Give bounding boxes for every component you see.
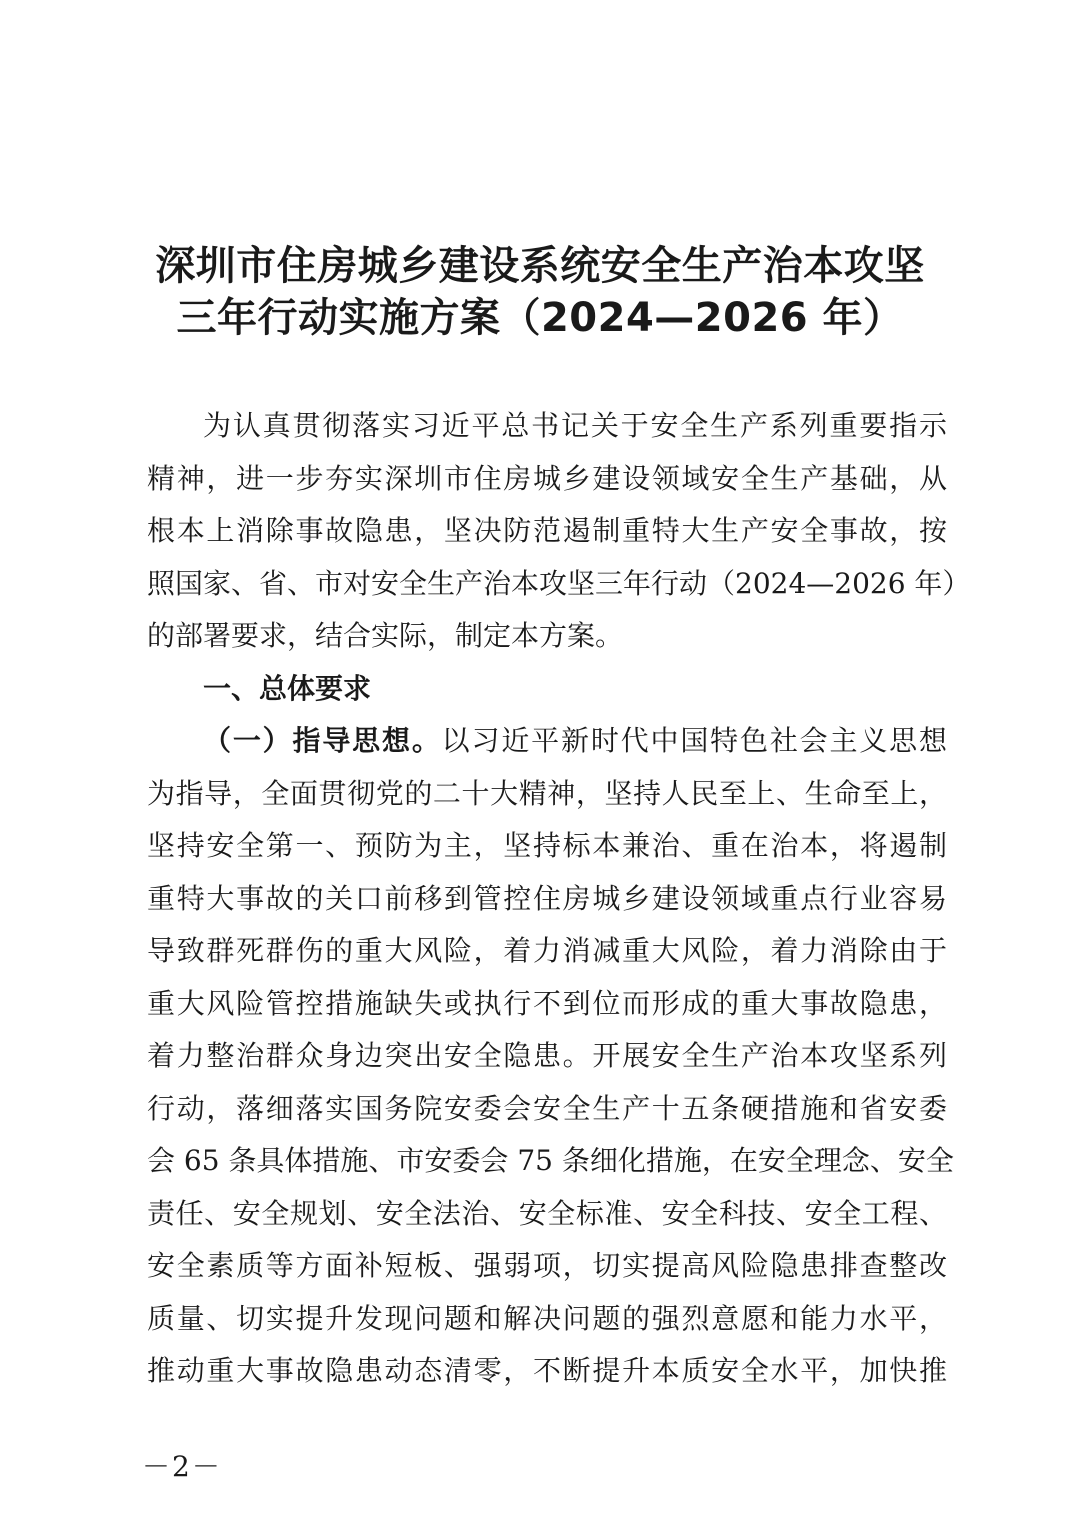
document-body xyxy=(147,400,971,1398)
subsection-text: 以习近平新时代中国特色社会主义思想 xyxy=(441,724,947,757)
paragraph-line: 推动重大事故隐患动态清零，不断提升本质安全水平，加快推 xyxy=(147,1354,947,1387)
paragraph-line: 安全素质等方面补短板、强弱项，切实提高风险隐患排查整改 xyxy=(147,1249,947,1282)
paragraph-line: 着力整治群众身边突出安全隐患。开展安全生产治本攻坚系列 xyxy=(147,1039,947,1072)
paragraph-line: 会 65 条具体措施、市安委会 75 条细化措施，在安全理念、安全 xyxy=(147,1144,954,1177)
paragraph-line: 质量、切实提升发现问题和解决问题的强烈意愿和能力水平， xyxy=(147,1301,947,1335)
intro-paragraph-line: 为认真贯彻落实习近平总书记关于安全生产系列重要指示 xyxy=(203,409,947,442)
intro-paragraph-line: 根本上消除事故隐患，坚决防范遏制重特大生产安全事故，按 xyxy=(147,514,947,547)
paragraph-line: 重特大事故的关口前移到管控住房城乡建设领域重点行业容易 xyxy=(147,881,947,915)
intro-paragraph-line: 照国家、省、市对安全生产治本攻坚三年行动（2024—2026 年） xyxy=(147,566,971,600)
document-title-line-1: 深圳市住房城乡建设系统安全生产治本攻坚 xyxy=(155,243,925,289)
subsection-label: （一）指导思想。 xyxy=(203,724,442,757)
intro-paragraph-line: 精神，进一步夯实深圳市住房城乡建设领域安全生产基础，从 xyxy=(147,461,947,495)
paragraph-line: 坚持安全第一、预防为主，坚持标本兼治、重在治本，将遏制 xyxy=(147,829,947,862)
section-heading: 一、总体要求 xyxy=(203,671,372,705)
paragraph-line: 重大风险管控措施缺失或执行不到位而形成的重大事故隐患， xyxy=(147,986,947,1020)
intro-paragraph-line: 的部署要求，结合实际，制定本方案。 xyxy=(147,619,624,652)
paragraph-line: 责任、安全规划、安全法治、安全标准、安全科技、安全工程、 xyxy=(147,1196,947,1230)
document-title-line-2: 三年行动实施方案（2024—2026 年） xyxy=(176,295,904,341)
paragraph-line: 行动，落细落实国务院安委会安全生产十五条硬措施和省安委 xyxy=(147,1091,947,1125)
page-number: －2－ xyxy=(142,1450,222,1483)
paragraph-line: 为指导，全面贯彻党的二十大精神，坚持人民至上、生命至上， xyxy=(147,776,947,810)
paragraph-line: 导致群死群伤的重大风险，着力消减重大风险，着力消除由于 xyxy=(147,934,947,967)
subsection-first-line xyxy=(147,715,947,768)
